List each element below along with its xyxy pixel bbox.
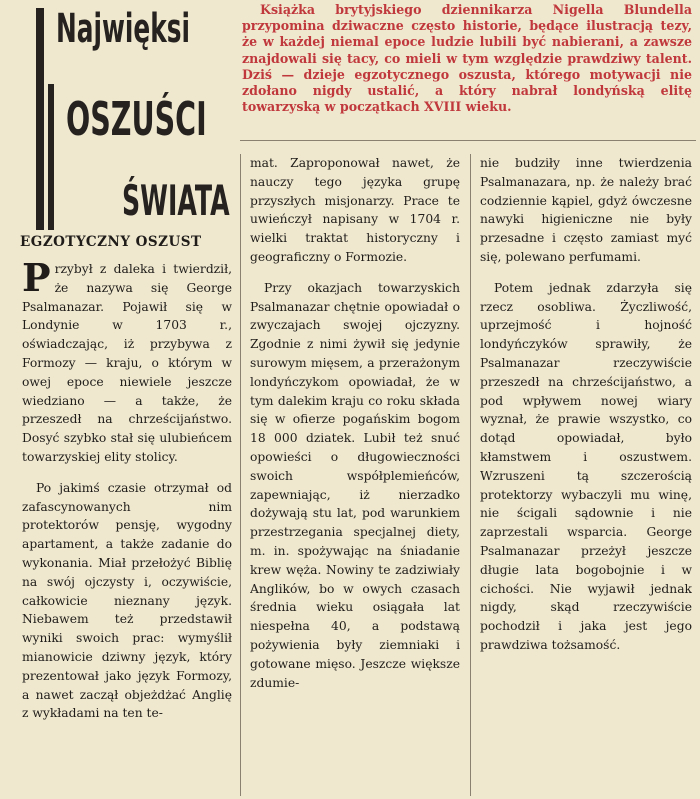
column-divider-1 [240,154,241,796]
title-word-1: Najwięksi [56,6,190,52]
section-subhead: EGZOTYCZNY OSZUST [20,234,202,250]
title-decor-bar-2 [48,84,54,230]
col1-paragraph-1-text: rzybył z daleka i twierdził, że nazywa się George Psalmanazar. Pojawił się w Londynie w 1703 r., oświadczając, iż przybywa z Formozy — kraju, o którym w owej epoce niewiele jeszcze wiedziano — a także, że przeszedł na chrześcijaństwo. Dosyć szybko stał się ulubieńcem towarzyskiej elity stolicy. [22,262,232,464]
col1-paragraph-2: Po jakimś czasie otrzymał od zafascynowanych nim protektorów pensję, wygodny apartament, a także zadanie do wykonania. Miał przełożyć Biblię na swój ojczysty i, oczywiście, całkowicie nieznany język. Niebawem też przedstawił wyniki swoich prac: wymyślił mianowicie dziwny język, który prezentował jako język Formozy, a nawet zaczął objeżdżać Anglię z wykładami na ten te- [22,480,232,721]
article-column-3 [480,154,692,796]
lead-divider [240,140,696,141]
col3-paragraph-2: Potem jednak zdarzyła się rzecz osobliwa. Życzliwość, uprzejmość i hojność londyńczyków sprawiły, że Psalmanazar rzeczywiście przeszedł na chrześcijaństwo, a pod wpływem nowej wiary wyznał, że prawie wszystko, co dotąd opowiadał, było kłamstwem i oszustwem. Wzruszeni tą szczerością protektorzy wybaczyli mu winę, nie ścigali sądownie i nie zaprzestali wsparcia. George Psalmanazar przeżył jeszcze długie lata bogobojnie i w cichości. Nie wyjawił jednak nigdy, skąd rzeczywiście pochodził i jaka jest jego prawdziwa tożsamość. [480,280,692,652]
col2-paragraph-2: Przy okazjach towarzyskich Psalmanazar chętnie opowiadał o zwyczajach swojej ojczyzny. Zgodnie z nimi żywił się jedynie surowym mięsem, a przerażonym londyńczykom opowiadał, że w tym dalekim kraju co roku składa się w ofierze pogańskim bogom 18 000 dziatek. Lubił też snuć opowieści o długowieczności swoich współplemieńców, zapewniając, iż nierzadko dożywają stu lat, pod warunkiem przestrzegania specjalnej diety, m. in. spożywając na śniadanie krew węża. Nowiny te zadziwiały Anglików, bo w owych czasach średnia wieku osiągała lat niespełna 40, a podstawą pożywienia były ziemniaki i gotowane mięso. Jeszcze większe zdumie- [250,280,460,690]
col1-paragraph-1 [22,260,232,467]
title-word-2: OSZUŚCI [66,92,207,146]
article-column-1 [22,260,232,796]
title-decor-bar [36,8,44,230]
article-column-2 [250,154,460,796]
title-word-3: ŚWIATA [122,176,230,225]
lead-paragraph: Książka brytyjskiego dziennikarza Nigella Blundella przypomina dziwaczne często historie, będące ilustracją tezy, że w każdej niemal epoce ludzie lubili być nabierani, a zawsze znajdowali się tacy, co mieli w tym względzie prawdziwy talent. Dziś — dzieje egzotycznego oszusta, którego motywacji nie zdołano nigdy ustalić, a który nabrał londyńską elitę towarzyską w początkach XVIII wieku. [242,2,692,115]
title-block [4,4,232,232]
col3-paragraph-1: nie budziły inne twierdzenia Psalmanazara, np. że należy brać codziennie kąpiel, gdyż ówczesne nawyki higieniczne nie były przesadne i często zamiast myć się, polewano perfumami. [480,156,692,264]
drop-cap: P [22,260,51,300]
column-divider-2 [470,154,471,796]
col2-paragraph-1: mat. Zaproponował nawet, że nauczy tego języka grupę przyszłych misjonarzy. Prace te uwieńczył napisany w 1704 r. wielki traktat historyczny i geograficzny o Formozie. [250,156,460,264]
